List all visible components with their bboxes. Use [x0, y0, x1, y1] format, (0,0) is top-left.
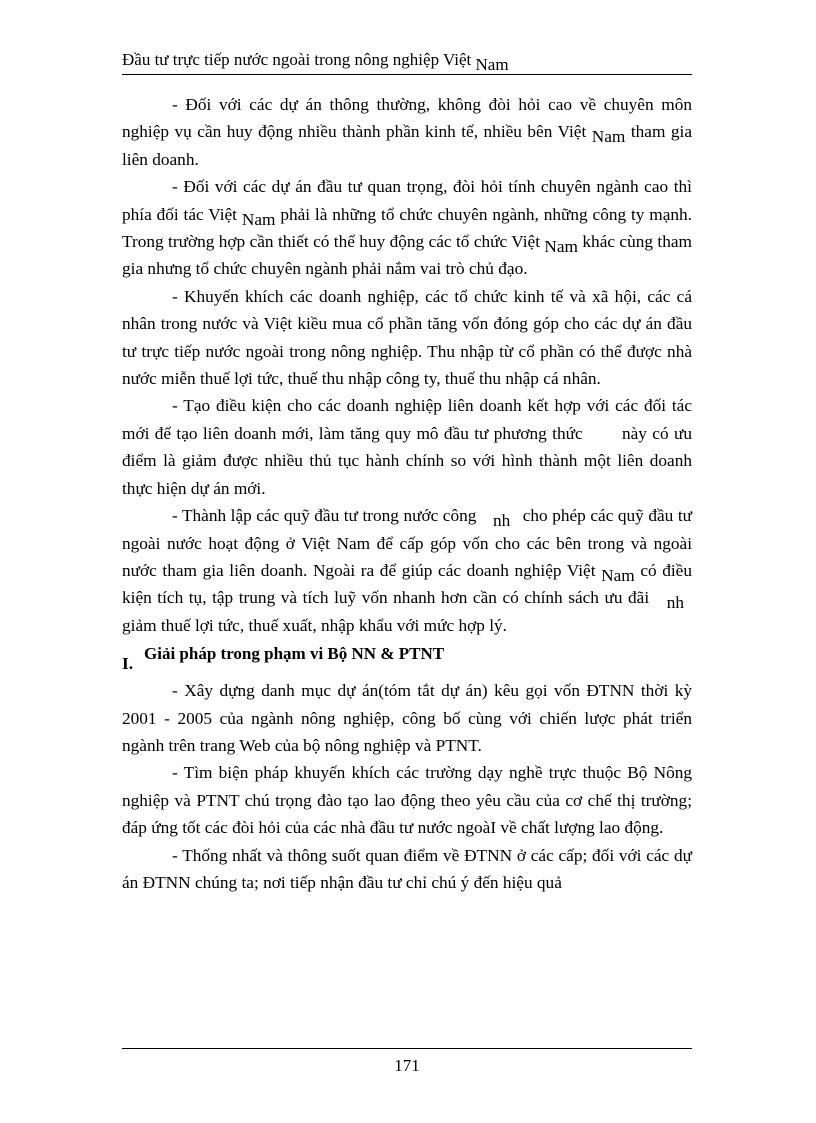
- paragraph-4-tail: này có ưu điểm là giảm được nhiều thủ tục hành chính so với hình thành một liên doanh thực hiện dự án mới.: [122, 423, 692, 498]
- header-rule: [122, 74, 692, 75]
- paragraph-5-sub-1: nh: [492, 511, 511, 531]
- paragraph-2-mid: phải là những tổ chức chuyên ngành, những công ty mạnh. Trong trường hợp cần thiết có thể huy động các tổ chức Việt: [122, 204, 693, 252]
- paragraph-7: - Tìm biện pháp khuyến khích các trường dạy nghề trực thuộc Bộ Nông nghiệp và PTNT chú trọng đào tạo lao động theo yêu cầu của cơ chế thị trường; đáp ứng tốt các đòi hỏi của các nhà đầu tư nước ngoàI về chất lượng lao động.: [122, 763, 692, 838]
- paragraph-5: [122, 502, 692, 639]
- paragraph-1-sub: Nam: [591, 127, 626, 147]
- paragraph-5-text: - Thành lập các quỹ đầu tư trong nước công: [172, 506, 477, 526]
- paragraph-8: - Thống nhất và thông suốt quan điểm về ĐTNN ở các cấp; đối với các dự án ĐTNN chúng ta; nơi tiếp nhận đầu tư chỉ chú ý đến hiệu quả: [122, 845, 692, 892]
- paragraph-4: [122, 392, 692, 502]
- paragraph-4-text: - Tạo điều kiện cho các doanh nghiệp liên doanh kết hợp với các đối tác mới để tạo liên doanh mới, làm tăng quy mô đầu tư phương thức: [122, 396, 692, 443]
- header-title-tail: Nam: [475, 55, 509, 74]
- section-title: Giải pháp trong phạm vi Bộ NN & PTNT: [144, 644, 445, 664]
- page-header: [122, 49, 692, 74]
- paragraph-2-text: - Đối với các dự án đầu tư quan trọng, đòi hỏi tính chuyên ngành cao thì phía đối tác Việt: [122, 177, 692, 224]
- paragraph-5-sub-2: Nam: [601, 565, 635, 585]
- paragraph-2-sub-2: Nam: [544, 237, 578, 257]
- section-heading: [122, 641, 692, 677]
- paragraph-6: - Xây dựng danh mục dự án(tóm tắt dự án) kêu gọi vốn ĐTNN thời kỳ 2001 - 2005 của ngành nông nghiệp, công bố cùng với chiến lược phát triển ngành trên trang Web của bộ nông nghiệp và PTNT.: [122, 681, 692, 755]
- paragraph-5-mid: cho phép các quỹ đầu tư ngoài nước hoạt động ở Việt Nam để cấp góp vốn cho các bên trong và ngoài nước tham gia liên doanh. Ngoài ra để giúp các doanh nghiệp Việt: [122, 506, 692, 580]
- document-body: [122, 91, 692, 896]
- paragraph-5-sub-3: nh: [666, 593, 684, 613]
- paragraph-5-tail: giảm thuế lợi tức, thuế xuất, nhập khẩu với mức hợp lý.: [122, 615, 507, 635]
- paragraph-2-tail: khác cùng tham gia nhưng tổ chức chuyên ngành phải nắm vai trò chủ đạo.: [122, 232, 692, 279]
- footer-rule: [122, 1048, 692, 1049]
- paragraph-1: [122, 91, 692, 173]
- page-number: 171: [394, 1056, 420, 1075]
- paragraph-2: [122, 173, 692, 283]
- paragraph-5-mid-2: có điều kiện tích tụ, tập trung và tích luỹ vốn nhanh hơn cần có chính sách ưu đãi: [122, 560, 692, 608]
- paragraph-1-tail: tham gia liên doanh.: [122, 122, 693, 169]
- paragraph-3: - Khuyến khích các doanh nghiệp, các tổ chức kinh tế và xã hội, các cá nhân trong nước và Việt kiều mua cổ phần tăng vốn đóng góp cho các dự án đầu tư trực tiếp nước ngoài trong nông nghiệp. Thu nhập từ cổ phần có thể được nhà nước miễn thuế lợi tức, thuế thu nhập công ty, thuế thu nhập cá nhân.: [122, 286, 692, 389]
- paragraph-1-text: - Đối với các dự án thông thường, không đòi hỏi cao về chuyên môn nghiệp vụ cần huy động nhiều thành phần kinh tế, nhiều bên Việt: [122, 95, 692, 142]
- header-title: Đầu tư trực tiếp nước ngoài trong nông nghiệp Việt: [122, 50, 472, 69]
- section-number: I.: [122, 654, 134, 674]
- paragraph-2-sub-1: Nam: [241, 209, 276, 229]
